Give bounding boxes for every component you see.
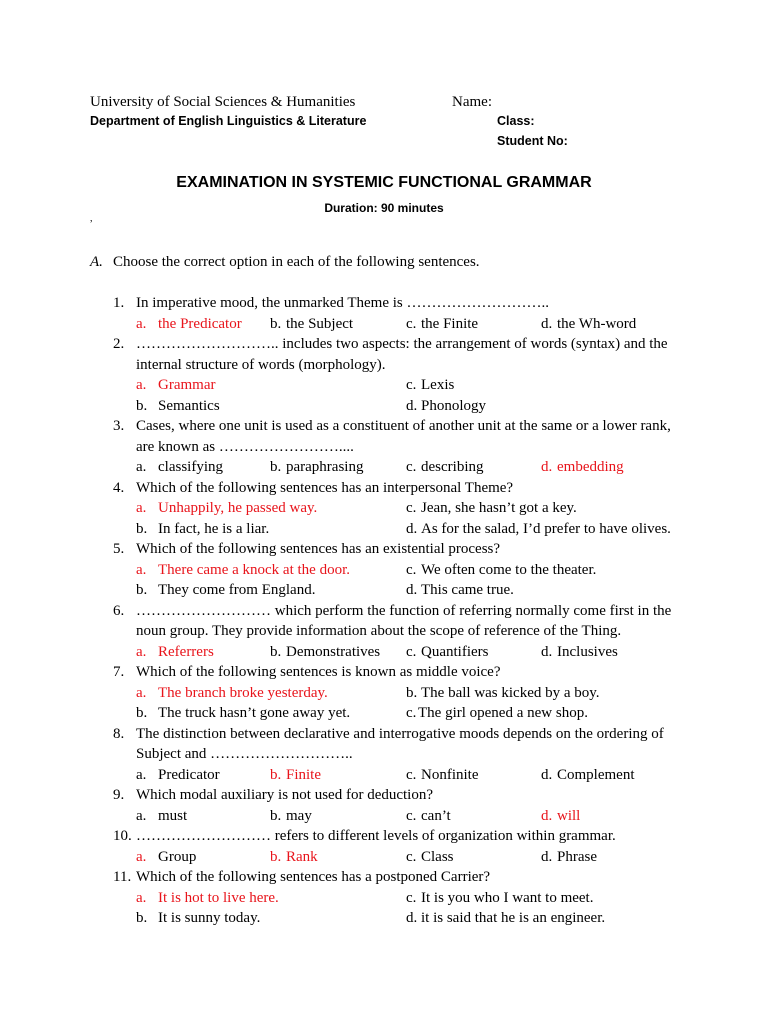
option-text: The truck hasn’t gone away yet. — [158, 705, 351, 721]
option-text: We often come to the theater. — [421, 561, 597, 578]
option-text: As for the salad, I’d prefer to have olives. — [421, 520, 671, 537]
question-number: 7. — [113, 664, 125, 680]
option-letter: a. — [136, 684, 147, 701]
option-text: the Finite — [421, 315, 479, 332]
option-letter: d. — [406, 520, 418, 537]
department-name: Department of English Linguistics & Literature — [90, 114, 367, 128]
option-text: Class — [421, 848, 454, 865]
option-letter: b. — [270, 807, 282, 824]
question-text: Which modal auxiliary is not used for deduction? — [136, 787, 434, 803]
option-text: it is said that he is an engineer. — [421, 910, 606, 926]
option-letter: c. — [406, 500, 417, 516]
option-text: It is you who I want to meet. — [421, 889, 594, 906]
option-letter: b. — [270, 459, 282, 475]
option-text: Referrers — [158, 643, 214, 660]
option-text: Predicator — [158, 766, 220, 783]
option-letter: b. — [270, 848, 282, 865]
option-letter: b. — [136, 520, 148, 537]
question-text: are known as …………………….... — [136, 438, 354, 455]
option-text: Grammar — [158, 377, 216, 393]
option-letter: d. — [541, 848, 553, 865]
option-letter: a. — [136, 377, 147, 393]
option-letter: c. — [406, 766, 417, 783]
question-number: 8. — [113, 725, 125, 742]
option-letter: c. — [406, 377, 417, 393]
question-number: 5. — [113, 541, 125, 557]
option-letter: b. — [136, 705, 148, 721]
option-text: the Subject — [286, 315, 354, 332]
question-text: Which of the following sentences has an interpersonal Theme? — [136, 479, 514, 496]
option-letter: b. — [270, 643, 282, 660]
option-text: Semantics — [158, 397, 220, 414]
question-number: 11. — [113, 869, 132, 885]
option-letter: a. — [136, 643, 147, 660]
option-letter: c. — [406, 807, 417, 824]
question-text: internal structure of words (morphology). — [136, 356, 386, 373]
option-text: They come from England. — [158, 582, 316, 598]
option-letter: d. — [541, 459, 553, 475]
option-letter: d. — [541, 807, 553, 824]
name-label: Name: — [452, 94, 492, 110]
option-text: must — [158, 807, 188, 824]
question-number: 9. — [113, 787, 125, 803]
stray-mark: , — [90, 213, 93, 224]
option-letter: a. — [136, 889, 147, 906]
option-letter: c. — [406, 315, 417, 332]
section-a-label: A. — [90, 254, 103, 270]
option-text: In fact, he is a liar. — [158, 520, 270, 537]
option-letter: d. — [541, 315, 553, 332]
option-text: It is sunny today. — [158, 910, 261, 926]
option-letter: c. — [406, 889, 417, 906]
option-letter: d. — [406, 582, 418, 598]
exam-duration: Duration: 90 minutes — [324, 201, 444, 215]
option-letter: c. — [406, 561, 417, 578]
option-text: Inclusives — [557, 643, 618, 660]
option-letter: c. — [406, 848, 417, 865]
option-text: Group — [158, 848, 197, 865]
option-letter: b. — [270, 315, 282, 332]
question-number: 4. — [113, 479, 125, 496]
option-text: Phrase — [557, 848, 597, 865]
option-letter: c. — [406, 705, 417, 721]
option-letter: b. — [136, 910, 148, 926]
option-letter: d. — [541, 766, 553, 783]
option-text: Nonfinite — [421, 766, 479, 783]
option-text: The girl opened a new shop. — [418, 705, 588, 721]
option-text: Complement — [557, 766, 635, 783]
option-text: describing — [421, 459, 484, 475]
question-text: Subject and ……………………….. — [136, 746, 353, 762]
option-text: The ball was kicked by a boy. — [421, 684, 600, 701]
question-text: In imperative mood, the unmarked Theme is ……………………….. — [136, 295, 549, 311]
question-text: ……………………… refers to different levels of organization within grammar. — [136, 828, 616, 844]
exam-title: EXAMINATION IN SYSTEMIC FUNCTIONAL GRAMMAR — [176, 174, 592, 191]
option-text: Phonology — [421, 397, 487, 414]
option-letter: b. — [270, 766, 282, 783]
question-text: ……………………….. includes two aspects: the arrangement of words (syntax) and the — [136, 336, 668, 352]
question-text: Which of the following sentences is known as middle voice? — [136, 664, 501, 680]
option-text: Quantifiers — [421, 643, 489, 660]
option-text: will — [557, 807, 581, 824]
option-text: This came true. — [421, 582, 514, 598]
option-text: embedding — [557, 459, 624, 475]
section-a-instruction: Choose the correct option in each of the following sentences. — [113, 254, 480, 270]
option-text: the Predicator — [158, 315, 242, 332]
student-no-label: Student No: — [497, 134, 568, 148]
question-text: Which of the following sentences has an existential process? — [136, 541, 501, 557]
question-number: 1. — [113, 295, 125, 311]
option-text: Lexis — [421, 377, 455, 393]
option-text: It is hot to live here. — [158, 889, 279, 906]
option-text: Demonstratives — [286, 643, 381, 660]
university-name: University of Social Sciences & Humanities — [90, 94, 356, 110]
option-text: Rank — [286, 848, 318, 865]
question-text: ……………………… which perform the function of referring normally come first in the — [136, 602, 672, 619]
question-number: 2. — [113, 336, 125, 352]
option-letter: a. — [136, 500, 147, 516]
option-letter: d. — [541, 643, 553, 660]
option-text: Unhappily, he passed way. — [158, 500, 318, 516]
option-letter: a. — [136, 561, 147, 578]
option-text: There came a knock at the door. — [158, 561, 350, 578]
question-text: The distinction between declarative and interrogative moods depends on the ordering of — [136, 725, 664, 742]
option-text: can’t — [421, 807, 451, 824]
option-letter: b. — [136, 582, 148, 598]
option-text: may — [286, 807, 312, 824]
option-text: classifying — [158, 459, 223, 475]
option-letter: b. — [136, 397, 148, 414]
question-text: Cases, where one unit is used as a constituent of another unit at the same or a lower rank, — [136, 418, 671, 434]
option-text: Jean, she hasn’t got a key. — [421, 500, 577, 516]
question-number: 6. — [113, 602, 125, 619]
question-text: Which of the following sentences has a postponed Carrier? — [136, 869, 491, 885]
option-letter: a. — [136, 807, 147, 824]
option-letter: a. — [136, 848, 147, 865]
question-number: 3. — [113, 418, 125, 434]
option-text: the Wh-word — [557, 315, 637, 332]
option-letter: c. — [406, 643, 417, 660]
option-letter: a. — [136, 459, 147, 475]
option-letter: d. — [406, 910, 418, 926]
option-letter: d. — [406, 397, 418, 414]
class-label: Class: — [497, 114, 535, 128]
question-text: noun group. They provide information about the scope of reference of the Thing. — [136, 623, 622, 639]
option-text: paraphrasing — [286, 459, 364, 475]
question-number: 10. — [113, 828, 132, 844]
option-letter: b. — [406, 684, 418, 701]
option-letter: c. — [406, 459, 417, 475]
option-text: The branch broke yesterday. — [158, 684, 328, 701]
option-letter: a. — [136, 315, 147, 332]
option-letter: a. — [136, 766, 147, 783]
option-text: Finite — [286, 766, 322, 783]
